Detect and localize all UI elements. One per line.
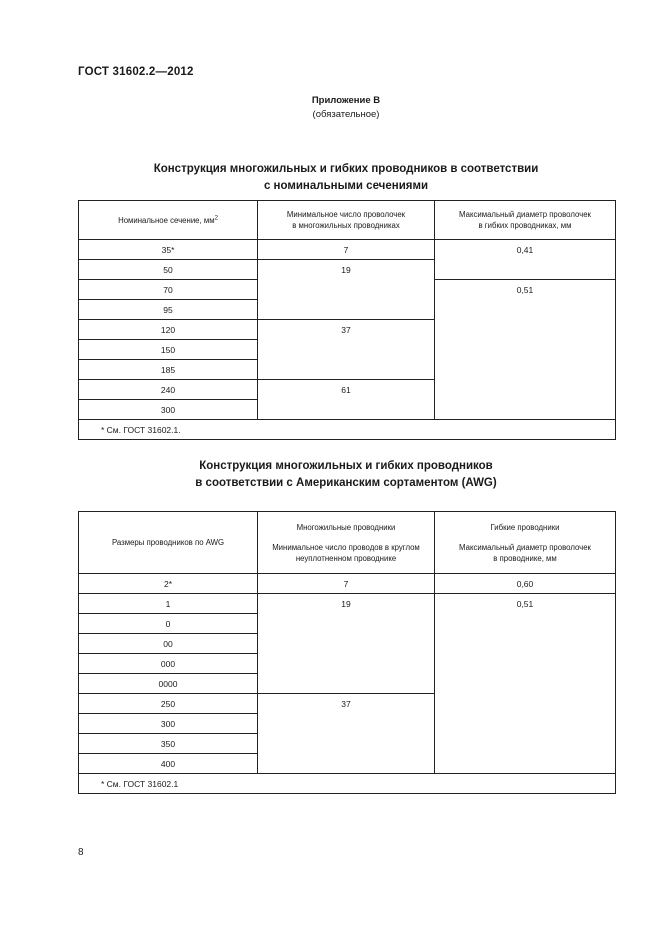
section-cell: 120 [79,320,258,340]
awg-size-cell: 0000 [79,674,258,694]
diameter-cell: 0,41 [435,240,616,280]
table2-header-wires: Многожильные проводники Минимальное число проводов в круглом неуплотненном проводнике [258,512,435,574]
appendix-status: (обязательное) [312,109,380,120]
table1-title-line1: Конструкция многожильных и гибких проводников в соответствии [153,163,539,175]
table1-title [0,161,661,195]
section-cell: 70 [79,280,258,300]
table2-header-diameter: Гибкие проводники Максимальный диаметр проволочек в проводнике, мм [435,512,616,574]
wire-count-cell: 61 [258,380,435,420]
section-cell: 50 [79,260,258,280]
diameter-cell: 0,60 [435,574,616,594]
table-nominal-sections [78,200,616,440]
table2-title-line2: в соответствии с Американским сортаментом (AWG) [195,477,497,489]
awg-size-cell: 350 [79,734,258,754]
diameter-cell: 0,51 [435,594,616,774]
wire-count-cell: 7 [258,240,435,260]
diameter-cell: 0,51 [435,280,616,420]
appendix-heading [0,94,661,122]
wire-count-cell: 7 [258,574,435,594]
table1-header-row [79,201,616,240]
table1-title-line2: с номинальными сечениями [263,180,429,192]
appendix-title: Приложение В [311,95,381,106]
table-footnote-row [79,774,616,794]
table1-header-section: Номинальное сечение, $мм^2$ [79,201,258,240]
table-awg-sizes [78,511,616,794]
table2-header-awg: Размеры проводников по AWG [79,512,258,574]
awg-size-cell: 300 [79,714,258,734]
wire-count-cell: 19 [258,260,435,320]
awg-size-cell: 400 [79,754,258,774]
table1-header-diameter: Максимальный диаметр проволочек в гибких проводниках, мм [435,201,616,240]
page-number: 8 [78,847,84,858]
document-code: ГОСТ 31602.2—2012 [78,66,194,78]
table2-header-row [79,512,616,574]
awg-size-cell: 00 [79,634,258,654]
section-cell: 95 [79,300,258,320]
wire-count-cell: 19 [258,594,435,694]
table1-footnote: * См. ГОСТ 31602.1. [79,420,616,440]
table2-title [0,458,661,492]
table-footnote-row [79,420,616,440]
section-cell: 240 [79,380,258,400]
table2-title-line1: Конструкция многожильных и гибких проводников [199,460,493,472]
wire-count-cell: 37 [258,320,435,380]
awg-size-cell: 000 [79,654,258,674]
table1-header-wires: Минимальное число проволочек в многожильных проводниках [258,201,435,240]
awg-size-cell: 2* [79,574,258,594]
section-cell: 150 [79,340,258,360]
awg-size-cell: 250 [79,694,258,714]
section-cell: 35* [79,240,258,260]
awg-size-cell: 1 [79,594,258,614]
table2-footnote: * См. ГОСТ 31602.1 [79,774,616,794]
wire-count-cell: 37 [258,694,435,774]
table-row [79,240,616,260]
section-cell: 185 [79,360,258,380]
table-row [79,574,616,594]
table-row [79,594,616,614]
section-cell: 300 [79,400,258,420]
awg-size-cell: 0 [79,614,258,634]
